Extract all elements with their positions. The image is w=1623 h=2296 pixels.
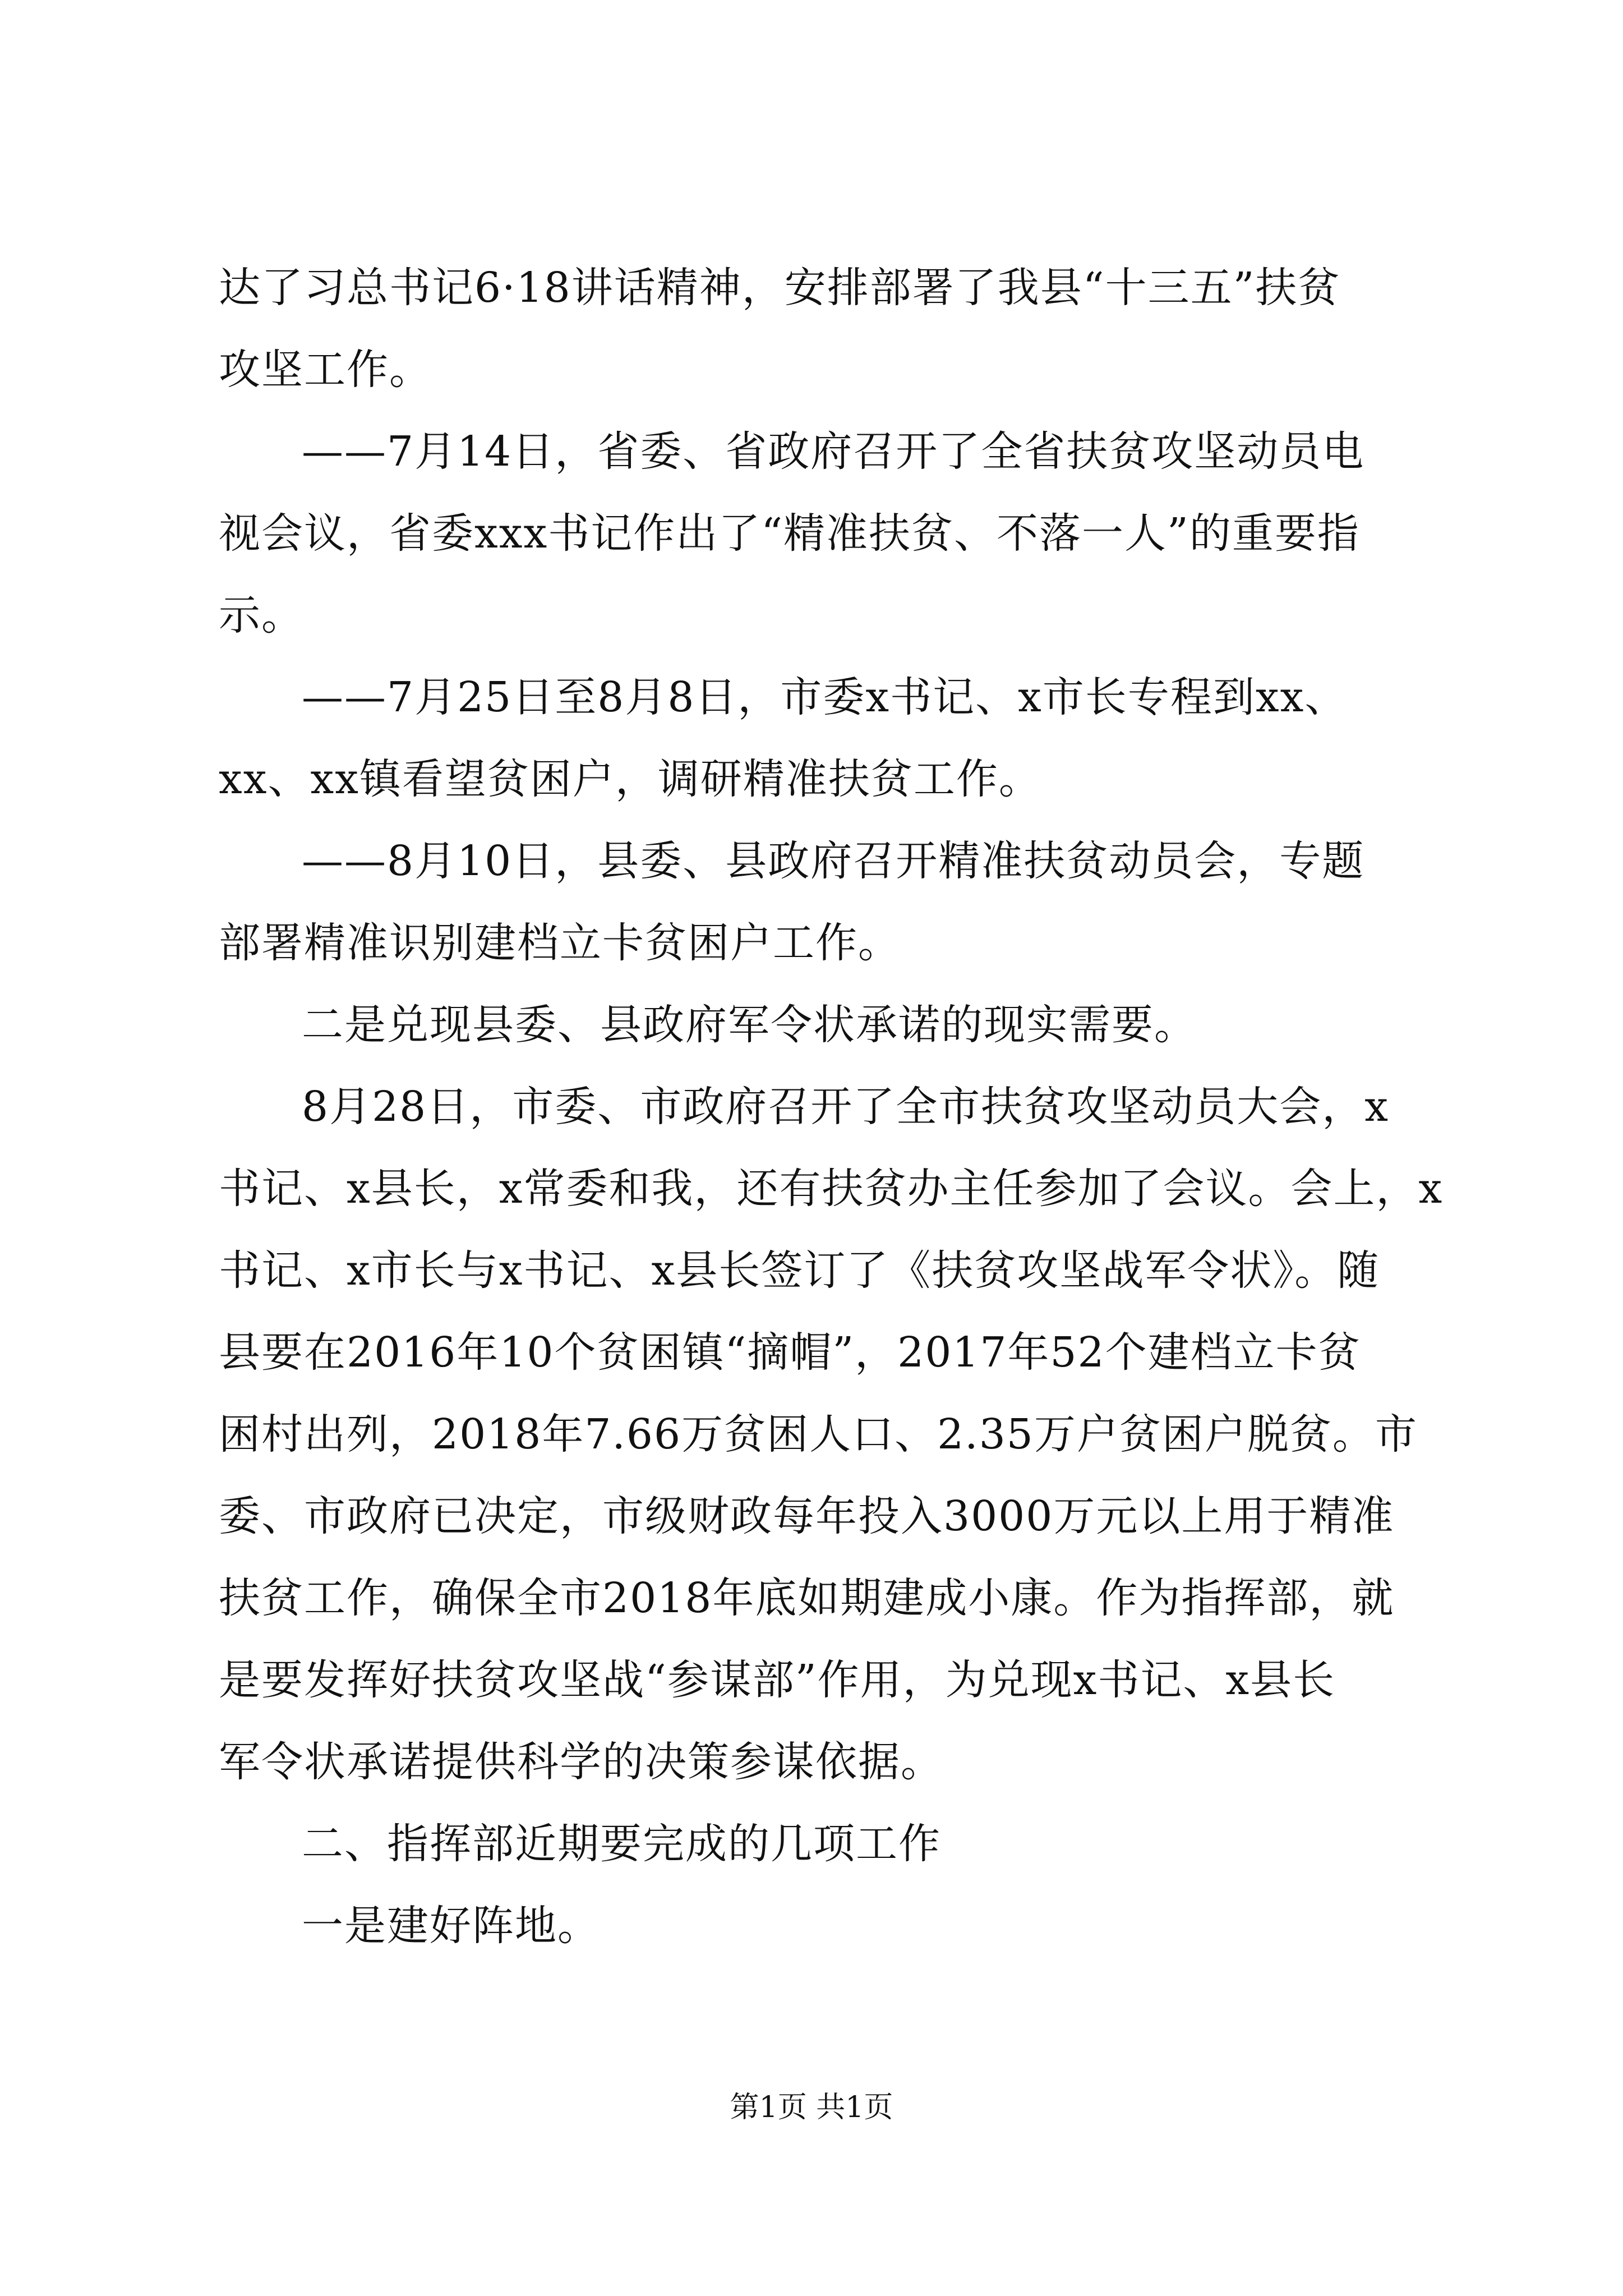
paragraph-line: ——7月25日至8月8日，市委x书记、x市长专程到xx、 <box>302 673 1348 721</box>
paragraph-line: 县要在2016年10个贫困镇“摘帽”，2017年52个建档立卡贫 <box>219 1328 1361 1377</box>
paragraph-line: 困村出列，2018年7.66万贫困人口、2.35万户贫困户脱贫。市 <box>219 1410 1418 1458</box>
paragraph-line: 部署精准识别建档立卡贫困户工作。 <box>219 919 901 967</box>
paragraph-line: 委、市政府已决定，市级财政每年投入3000万元以上用于精准 <box>219 1492 1395 1540</box>
section-heading: 二、指挥部近期要完成的几项工作 <box>302 1820 941 1868</box>
paragraph-line: 视会议，省委xxx书记作出了“精准扶贫、不落一人”的重要指 <box>219 509 1360 558</box>
document-body <box>219 247 1444 1967</box>
page-footer: 第1页 共1页 <box>730 2091 893 2124</box>
paragraph-line: 达了习总书记6·18讲话精神，安排部署了我县“十三五”扶贫 <box>219 264 1341 312</box>
paragraph-line: 示。 <box>219 591 304 639</box>
paragraph-line: 攻坚工作。 <box>219 346 432 394</box>
paragraph-line: 扶贫工作，确保全市2018年底如期建成小康。作为指挥部，就 <box>219 1574 1395 1622</box>
paragraph-line: 书记、x县长，x常委和我，还有扶贫办主任参加了会议。会上，x <box>219 1165 1444 1213</box>
paragraph-line: ——8月10日，县委、县政府召开精准扶贫动员会，专题 <box>302 837 1365 885</box>
paragraph-line: 8月28日，市委、市政府召开了全市扶贫攻坚动员大会，x <box>302 1083 1389 1131</box>
paragraph-line: 军令状承诺提供科学的决策参谋依据。 <box>219 1738 943 1786</box>
paragraph-line: ——7月14日，省委、省政府召开了全省扶贫攻坚动员电 <box>302 427 1365 476</box>
paragraph-line: 二是兑现县委、县政府军令状承诺的现实需要。 <box>302 1001 1197 1049</box>
paragraph-line: 是要发挥好扶贫攻坚战“参谋部”作用，为兑现x书记、x县长 <box>219 1656 1336 1704</box>
paragraph-line: 一是建好阵地。 <box>302 1902 600 1950</box>
paragraph-line: 书记、x市长与x书记、x县长签订了《扶贫攻坚战军令状》。随 <box>219 1246 1380 1295</box>
paragraph-line: xx、xx镇看望贫困户，调研精准扶贫工作。 <box>219 755 1041 803</box>
